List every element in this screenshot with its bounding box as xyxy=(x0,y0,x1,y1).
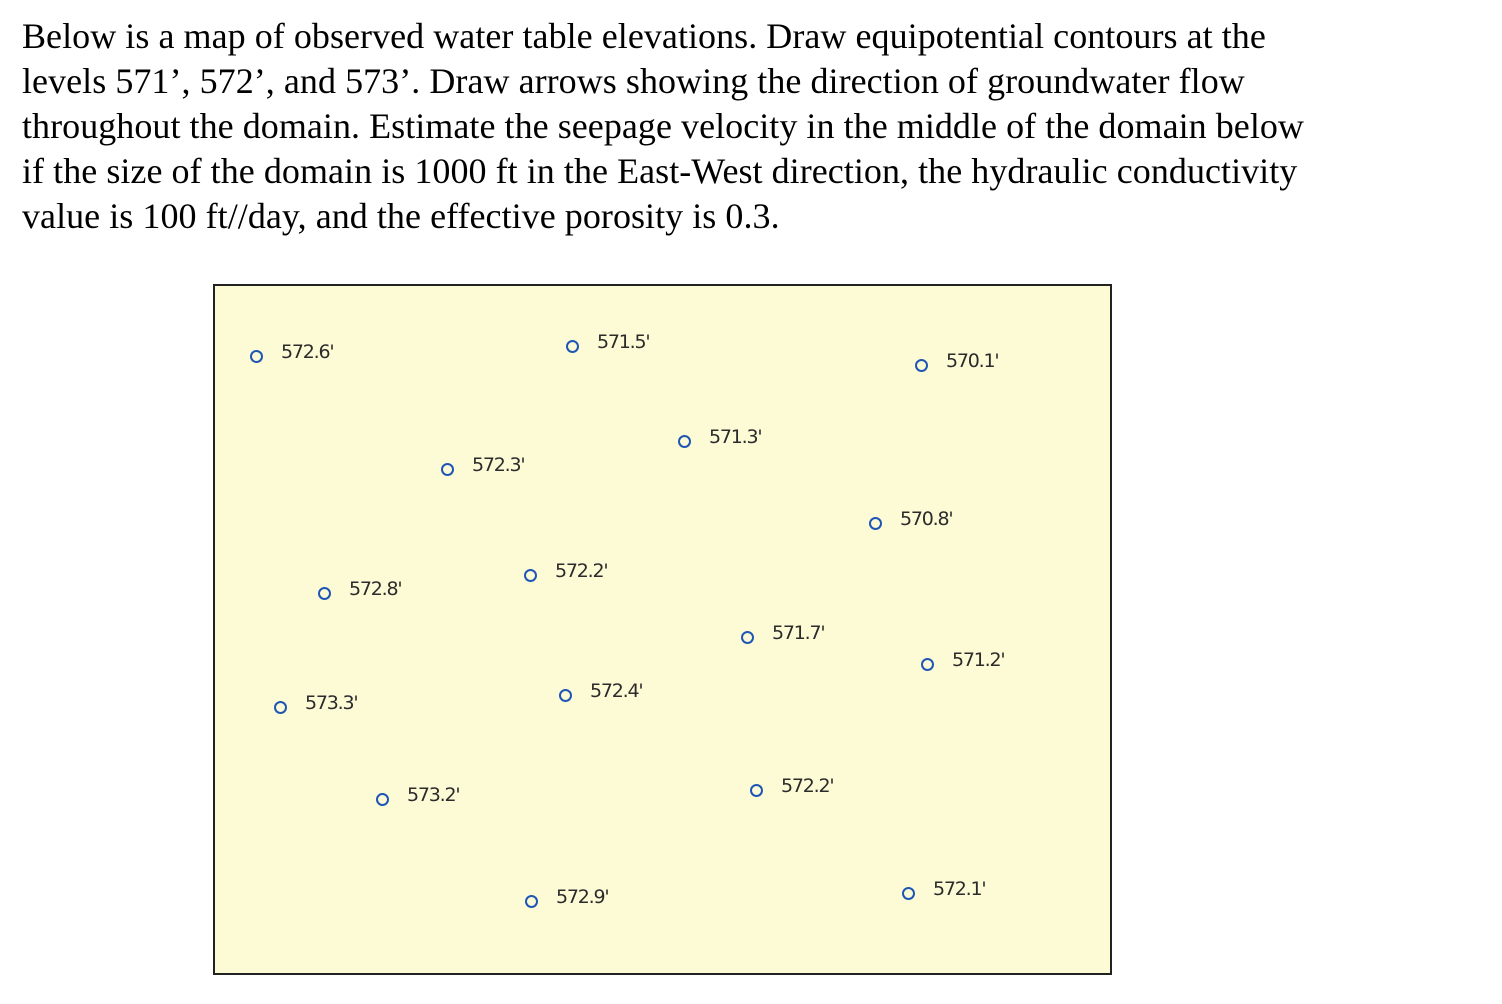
well-point xyxy=(250,341,333,371)
well-circle-icon xyxy=(441,463,454,476)
well-circle-icon xyxy=(274,701,287,714)
well-circle-icon xyxy=(524,569,537,582)
well-point xyxy=(921,649,1004,679)
well-point xyxy=(678,426,761,456)
well-point xyxy=(869,508,952,538)
well-elevation-label: 571.3' xyxy=(709,426,762,448)
well-circle-icon xyxy=(869,517,882,530)
well-elevation-label: 571.5' xyxy=(597,331,650,353)
well-circle-icon xyxy=(678,435,691,448)
well-elevation-label: 571.7' xyxy=(772,622,825,644)
well-elevation-label: 572.8' xyxy=(349,578,402,600)
well-circle-icon xyxy=(318,587,331,600)
well-circle-icon xyxy=(915,359,928,372)
well-elevation-label: 572.2' xyxy=(781,775,834,797)
well-elevation-label: 571.2' xyxy=(952,649,1005,671)
problem-line: Below is a map of observed water table elevations. Draw equipotential contours at the xyxy=(22,16,1266,56)
problem-line: levels 571’, 572’, and 573’. Draw arrows showing the direction of groundwater flow xyxy=(22,61,1245,101)
well-circle-icon xyxy=(921,658,934,671)
well-point xyxy=(525,886,608,916)
well-elevation-label: 570.1' xyxy=(946,350,999,372)
well-point xyxy=(566,331,649,361)
well-circle-icon xyxy=(902,887,915,900)
problem-line: if the size of the domain is 1000 ft in the East-West direction, the hydraulic conductivity xyxy=(22,151,1298,191)
well-circle-icon xyxy=(741,631,754,644)
well-circle-icon xyxy=(525,895,538,908)
well-elevation-label: 572.1' xyxy=(933,878,986,900)
well-elevation-label: 572.6' xyxy=(281,341,334,363)
well-elevation-label: 572.4' xyxy=(590,680,643,702)
well-point xyxy=(750,775,833,805)
well-point xyxy=(902,878,985,908)
well-point xyxy=(524,560,607,590)
well-point xyxy=(915,350,998,380)
well-circle-icon xyxy=(250,350,263,363)
problem-statement xyxy=(22,14,1482,239)
well-point xyxy=(274,692,357,722)
well-point xyxy=(376,784,459,814)
well-elevation-label: 573.3' xyxy=(305,692,358,714)
well-circle-icon xyxy=(750,784,763,797)
well-point xyxy=(741,622,824,652)
well-elevation-label: 572.2' xyxy=(555,560,608,582)
well-point xyxy=(441,454,524,484)
problem-line: value is 100 ft//day, and the effective porosity is 0.3. xyxy=(22,196,780,236)
well-circle-icon xyxy=(376,793,389,806)
well-circle-icon xyxy=(559,689,572,702)
well-elevation-label: 573.2' xyxy=(407,784,460,806)
well-elevation-label: 572.3' xyxy=(472,454,525,476)
well-point xyxy=(318,578,401,608)
well-circle-icon xyxy=(566,340,579,353)
problem-line: throughout the domain. Estimate the seepage velocity in the middle of the domain below xyxy=(22,106,1304,146)
well-point xyxy=(559,680,642,710)
water-table-map xyxy=(213,284,1112,975)
well-elevation-label: 572.9' xyxy=(556,886,609,908)
well-elevation-label: 570.8' xyxy=(900,508,953,530)
